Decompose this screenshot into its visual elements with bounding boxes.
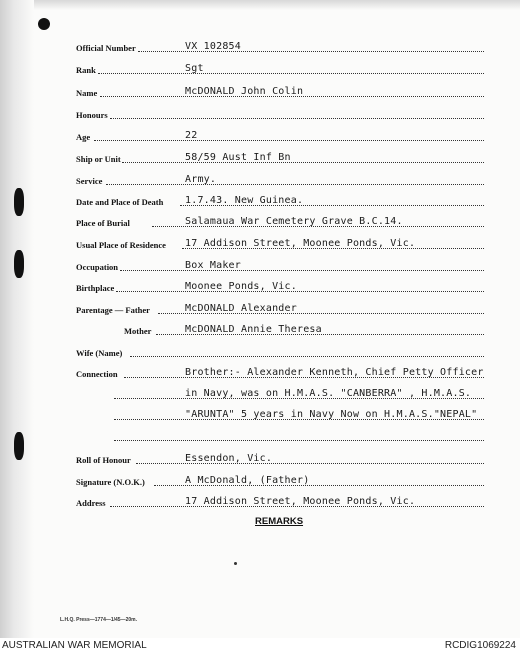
field-label: Rank	[76, 65, 96, 75]
field-label: Mother	[124, 326, 152, 336]
field-label: Roll of Honour	[76, 455, 131, 465]
field-value: 58/59 Aust Inf Bn	[185, 152, 291, 163]
field-label: Signature (N.O.K.)	[76, 477, 145, 487]
field-label: Official Number	[76, 43, 136, 53]
field-value: A McDonald, (Father)	[185, 475, 310, 486]
field-label: Birthplace	[76, 283, 115, 293]
field-value: 22	[185, 130, 198, 141]
field-label: Age	[76, 132, 91, 142]
field-connection-line	[114, 385, 484, 401]
field-usual-residence	[76, 235, 484, 251]
field-label: Place of Burial	[76, 218, 130, 228]
paper-top-edge	[0, 0, 520, 10]
field-value: in Navy, was on H.M.A.S. "CANBERRA" , H.M.A.S.	[185, 388, 472, 399]
field-date-place-death	[76, 192, 484, 208]
field-occupation	[76, 257, 484, 273]
field-label: Service	[76, 176, 103, 186]
archive-footer	[0, 638, 520, 654]
field-label: Date and Place of Death	[76, 197, 164, 207]
field-official-number	[76, 38, 484, 54]
field-label: Ship or Unit	[76, 154, 121, 164]
field-service	[76, 171, 484, 187]
ink-blot-mark	[38, 18, 50, 30]
field-label: Connection	[76, 369, 118, 379]
field-label: Name	[76, 88, 98, 98]
field-value: Moonee Ponds, Vic.	[185, 281, 297, 292]
field-value: McDONALD Alexander	[185, 303, 297, 314]
field-label: Occupation	[76, 262, 119, 272]
printer-imprint: L.H.Q. Press—1774—1/45—20m.	[60, 617, 137, 623]
field-value: McDONALD John Colin	[185, 86, 304, 97]
field-connection	[76, 364, 484, 380]
field-connection-line	[114, 427, 484, 443]
field-label: Honours	[76, 110, 108, 120]
field-parentage-father	[76, 300, 484, 316]
field-label: Wife (Name)	[76, 348, 123, 358]
punch-hole-icon	[14, 250, 24, 278]
field-birthplace	[76, 278, 484, 294]
field-value: 1.7.43. New Guinea.	[185, 195, 304, 206]
field-parentage-mother	[124, 321, 484, 337]
field-age	[76, 127, 484, 143]
footer-institution: AUSTRALIAN WAR MEMORIAL	[2, 640, 147, 651]
field-label: Usual Place of Residence	[76, 240, 166, 250]
punch-hole-icon	[14, 432, 24, 460]
field-value: McDONALD Annie Theresa	[185, 324, 322, 335]
field-address	[76, 493, 484, 509]
field-value: Army.	[185, 174, 217, 185]
field-honours	[76, 105, 484, 121]
remarks-heading: REMARKS	[255, 516, 304, 527]
field-roll-of-honour	[76, 450, 484, 466]
field-ship-or-unit	[76, 149, 484, 165]
field-value: Box Maker	[185, 260, 241, 271]
field-label: Parentage — Father	[76, 305, 150, 315]
field-rank	[76, 60, 484, 76]
field-value: Brother:- Alexander Kenneth, Chief Petty Officer	[185, 367, 484, 378]
field-value: Essendon, Vic.	[185, 453, 273, 464]
paper-left-edge	[0, 0, 34, 638]
field-connection-line	[114, 406, 484, 422]
field-signature	[76, 472, 484, 488]
punch-hole-icon	[14, 188, 24, 216]
field-place-of-burial	[76, 213, 484, 229]
field-value: 17 Addison Street, Moonee Ponds, Vic.	[185, 496, 416, 507]
field-value: Salamaua War Cemetery Grave B.C.14.	[185, 216, 403, 227]
field-name	[76, 83, 484, 99]
field-value: "ARUNTA" 5 years in Navy Now on H.M.A.S."NEPAL"	[185, 409, 478, 420]
field-value: 17 Addison Street, Moonee Ponds, Vic.	[185, 238, 416, 249]
field-label: Address	[76, 498, 106, 508]
paper-speck	[234, 562, 237, 565]
field-value: VX 102854	[185, 41, 241, 52]
footer-reference: RCDIG1069224	[444, 640, 516, 651]
field-wife	[76, 343, 484, 359]
field-value: Sgt	[185, 63, 204, 74]
